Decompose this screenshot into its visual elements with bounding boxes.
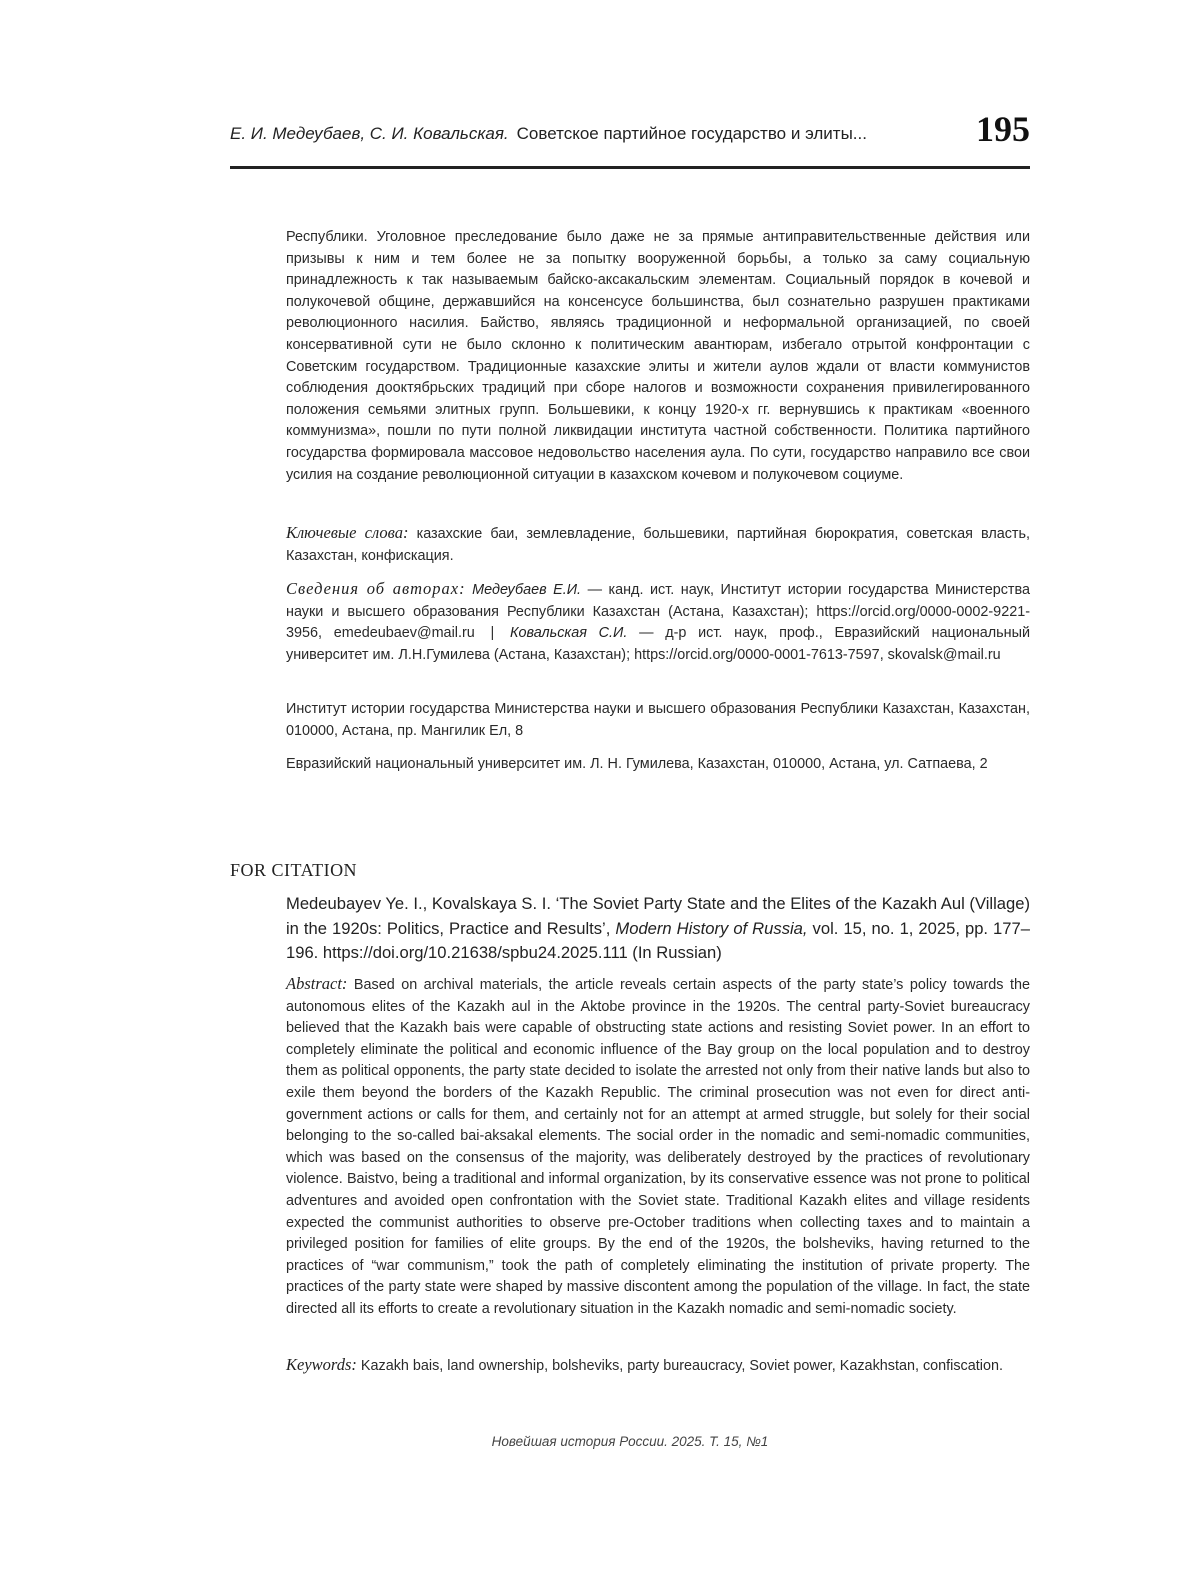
author2-name: Ковальская С.И. xyxy=(510,625,628,642)
keywords-ru xyxy=(286,522,1030,567)
authors-info xyxy=(286,578,1030,666)
citation-journal: Modern History of Russia, xyxy=(615,918,808,938)
authors-separator: | xyxy=(490,625,495,642)
page-number: 195 xyxy=(976,109,1030,149)
keywords-en xyxy=(286,1354,1030,1378)
author1-name: Медеубаев Е.И. xyxy=(472,582,582,598)
affiliation-2: Евразийский национальный университет им. Л. Н. Гумилева, Казахстан, 010000, Астана, ул. Сатпаева, 2 xyxy=(286,756,988,772)
citation-start: Medeubayev Ye. I., Kovalskaya S. I. ‘The Soviet Party State and the Elites of the Kazakh Aul (Village) in the 1920s: Politics, Practice and Results’, xyxy=(286,894,1030,938)
header-rule xyxy=(230,166,1030,169)
affiliation-1: Институт истории государства Министерства науки и высшего образования Республики Казахстан, Казахстан, 010000, Астана, пр. Мангилик Ел, 8 xyxy=(286,701,1030,739)
abstract-en xyxy=(286,973,1030,1321)
abstract-ru-continued: Республики. Уголовное преследование было даже не за прямые антиправительственные действия или призывы к ним и тем более не за попытку вооруженной борьбы, а только за саму социальную принадлежность к так называемым байско-аксакальским элементам. Социальный порядок в кочевой и полукочевой общине, державшийся на консенсусе большинства, был сознательно разрушен практиками революционного насилия. Байство, являясь традиционной и неформальной организацией, по своей консервативной сути не было склонно к политическим авантюрам, избегало отрытой конфронтации с Советским государством. Традиционные казахские элиты и жители аулов ждали от власти коммунистов соблюдения дооктябрьских традиций при сборе налогов и возможности сохранения привилегированного положения семьями элитных групп. Большевики, к концу 1920-х гг. вернувшись к практикам «военного коммунизма», пошли по пути полной ликвидации института частной собственности. Политика партийного государства формировала массовое недовольство населения аула. По сути, государство направило все свои усилия на создание революционной ситуации в казахском кочевом и полукочевом социуме. xyxy=(286,229,1030,483)
authors-info-label: Сведения об авторах: xyxy=(286,579,466,598)
keywords-en-label: Keywords: xyxy=(286,1355,357,1374)
abstract-en-text: Based on archival materials, the article reveals certain aspects of the party state’s policy towards the autonomous elites of the Kazakh aul in the Aktobe province in the 1920s. The central party-Soviet bureaucracy believed that the Kazakh bais were capable of obstructing state actions and resisting Soviet power. In an effort to completely eliminate the political and economic influence of the Bay group on the local population and to destroy them as political opponents, the party state decided to isolate the arrested not only from their native lands but also to exile them beyond the borders of the Kazakh Republic. The criminal prosecution was not even for direct anti-government actions or calls for them, and certainly not for an attempt at armed struggle, but solely for their social belonging to the so-called bai-aksakal elements. The social order in the nomadic and semi-nomadic communities, which was based on the consensus of the majority, was deliberately destroyed by the practices of revolutionary violence. Baistvo, being a traditional and informal organization, by its conservative essence was not prone to political adventures and avoided open confrontation with the Soviet state. Traditional Kazakh elites and village residents expected the communist authorities to observe pre-October traditions when collecting taxes and to maintain a privileged position for families of elite groups. By the end of the 1920s, the bolsheviks, having returned to the practices of “war communism,” took the path of completely eliminating the institution of private property. The practices of the party state were shaped by massive discontent among the population of the village. In fact, the state directed all its efforts to create a revolutionary situation in the Kazakh nomadic and semi-nomadic society. xyxy=(286,977,1030,1317)
abstract-en-label: Abstract: xyxy=(286,974,348,993)
header-article-title: Советское партийное государство и элиты... xyxy=(516,124,867,143)
author1-text: — канд. ист. наук, Институт истории государства Министерства науки и высшего образования Республики Казахстан (Астана, Казахстан); https://orcid.org/0000-0002-9221-3956, emedeubaev@mail.ru xyxy=(286,582,1031,642)
author2-text: — д-р ист. наук, проф., Евразийский национальный университет им. Л.Н.Гумилева (Астана, Казахстан); https://orcid.org/0000-0001-7613-7597, skovalsk@mail.ru xyxy=(286,625,1030,663)
keywords-en-text: Kazakh bais, land ownership, bolsheviks, party bureaucracy, Soviet power, Kazakhstan, confiscation. xyxy=(360,1358,1003,1374)
journal-footer: Новейшая история России. 2025. Т. 15, №1 xyxy=(491,1434,769,1449)
keywords-ru-text: казахские баи, землевладение, большевики, партийная бюрократия, советская власть, Казахстан, конфискация. xyxy=(286,526,1031,564)
citation-text xyxy=(286,892,1030,966)
running-head-authors xyxy=(230,124,867,144)
keywords-ru-label: Ключевые слова: xyxy=(286,523,409,542)
citation-end: vol. 15, no. 1, 2025, pp. 177–196. https://doi.org/10.21638/spbu24.2025.111 (In Russian) xyxy=(286,918,1030,962)
running-head xyxy=(230,108,1030,160)
header-authors: Е. И. Медеубаев, С. И. Ковальская. xyxy=(230,124,509,143)
for-citation-heading: FOR CITATION xyxy=(230,860,358,880)
